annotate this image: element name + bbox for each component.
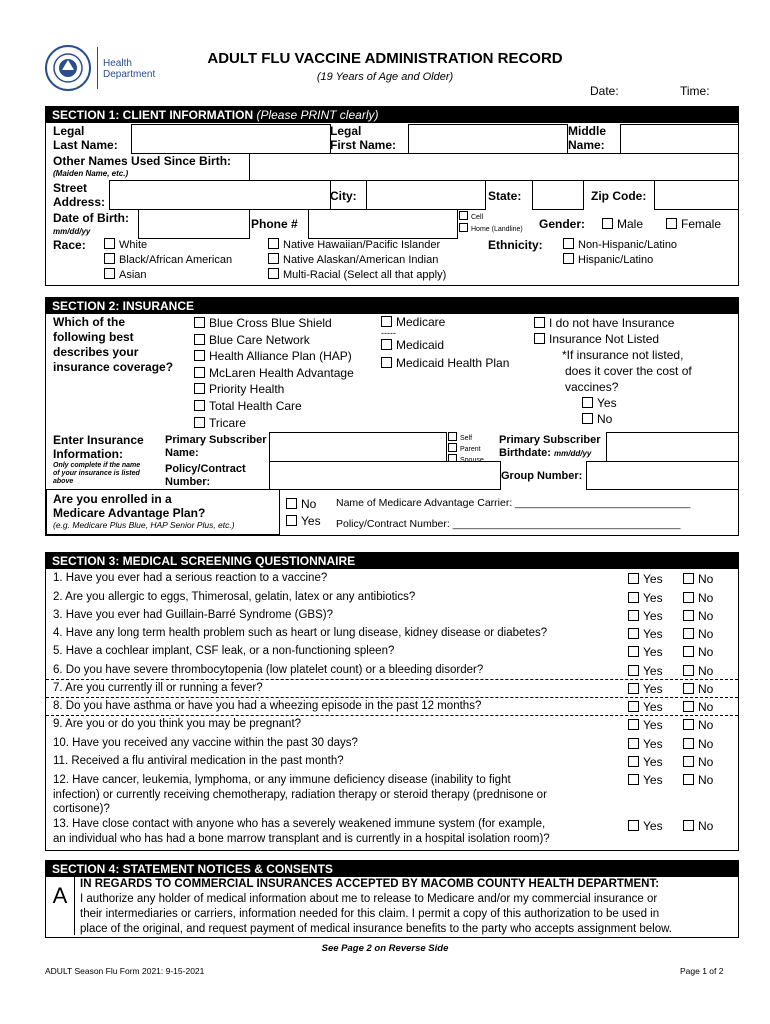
gender-label: Gender: bbox=[539, 217, 586, 231]
q9-yes-checkbox[interactable] bbox=[628, 719, 639, 730]
q12-yes-checkbox[interactable] bbox=[628, 774, 639, 785]
date-label: Date: bbox=[590, 84, 619, 98]
see-page-note: See Page 2 on Reverse Side bbox=[321, 943, 449, 954]
enrolled-no-checkbox[interactable] bbox=[286, 498, 297, 509]
q12-no-checkbox[interactable] bbox=[683, 774, 694, 785]
primary-subscriber-label: Primary Subscriber Name: bbox=[165, 434, 267, 459]
q2-yes[interactable]: Yes bbox=[628, 591, 663, 605]
group-number-label: Group Number: bbox=[501, 470, 583, 482]
q10-yes[interactable]: Yes bbox=[628, 737, 663, 751]
covers-no-checkbox[interactable] bbox=[582, 413, 593, 424]
male-checkbox[interactable] bbox=[602, 218, 613, 229]
form-title: ADULT FLU VACCINE ADMINISTRATION RECORD bbox=[207, 50, 563, 67]
hawaiian-checkbox[interactable] bbox=[268, 238, 279, 249]
which-coverage-label: Which of the following best describes your insurance coverage? bbox=[53, 315, 174, 374]
q10-yes-checkbox[interactable] bbox=[628, 738, 639, 749]
q2-no[interactable]: No bbox=[683, 591, 713, 605]
priority-checkbox[interactable] bbox=[194, 383, 205, 394]
question-6: 6. Do you have severe thrombocytopenia (low platelet count) or a bleeding disorder? bbox=[53, 664, 484, 676]
q5-no-checkbox[interactable] bbox=[683, 646, 694, 657]
not-listed-checkbox[interactable] bbox=[534, 333, 545, 344]
white-checkbox[interactable] bbox=[104, 238, 115, 249]
policy-number-label: Policy/Contract Number: bbox=[165, 463, 246, 488]
cell-checkbox[interactable] bbox=[459, 211, 468, 220]
medicare-options: Medicare ----- Medicaid Medicaid Health Plan bbox=[381, 315, 510, 370]
subscriber-name-field[interactable] bbox=[269, 432, 447, 462]
q6-no-checkbox[interactable] bbox=[683, 665, 694, 676]
dob-field[interactable] bbox=[138, 209, 250, 239]
consent-heading: IN REGARDS TO COMMERCIAL INSURANCES ACCEPTED BY MACOMB COUNTY HEALTH DEPARTMENT: bbox=[80, 878, 660, 890]
race-label: Race: bbox=[53, 238, 86, 252]
plan-options: Blue Cross Blue Shield Blue Care Network Health Alliance Plan (HAP) McLaren Health Advantage Priority Health Total Health Care Tricare bbox=[194, 315, 354, 431]
q6-yes[interactable]: Yes bbox=[628, 664, 663, 678]
tricare-checkbox[interactable] bbox=[194, 417, 205, 428]
alaskan-checkbox[interactable] bbox=[268, 253, 279, 264]
divider bbox=[46, 679, 738, 680]
self-checkbox[interactable] bbox=[448, 432, 457, 441]
street-address-field[interactable] bbox=[109, 180, 331, 210]
street-address-label: Street Address: bbox=[53, 181, 106, 209]
q13-no-checkbox[interactable] bbox=[683, 820, 694, 831]
q13-yes-checkbox[interactable] bbox=[628, 820, 639, 831]
multiracial-checkbox[interactable] bbox=[268, 268, 279, 279]
section-letter: A bbox=[46, 877, 75, 935]
question-2: 2. Are you allergic to eggs, Thimerosal, gelatin, latex or any antibiotics? bbox=[53, 591, 416, 603]
question-7: 7. Are you currently ill or running a fever? bbox=[53, 682, 263, 694]
q13-no[interactable]: No bbox=[683, 819, 713, 833]
hap-checkbox[interactable] bbox=[194, 350, 205, 361]
question-4: 4. Have any long term health problem such as heart or lung disease, kidney disease or diabetes? bbox=[53, 627, 548, 639]
q7-yes[interactable]: Yes bbox=[628, 682, 663, 696]
home-checkbox[interactable] bbox=[459, 223, 468, 232]
group-number-field[interactable] bbox=[586, 461, 739, 490]
other-names-field[interactable] bbox=[249, 153, 739, 181]
carrier-name-line[interactable]: Name of Medicare Advantage Carrier: ______________________________ bbox=[336, 497, 691, 509]
legal-last-label: Legal Last Name: bbox=[53, 124, 118, 152]
q5-yes[interactable]: Yes bbox=[628, 645, 663, 659]
city-label: City: bbox=[330, 189, 357, 203]
q11-yes[interactable]: Yes bbox=[628, 755, 663, 769]
enrolled-yes[interactable]: Yes bbox=[286, 514, 321, 528]
enrolled-example: (e.g. Medicare Plus Blue, HAP Senior Plus, etc.) bbox=[53, 520, 235, 530]
q12-yes[interactable]: Yes bbox=[628, 773, 663, 787]
page-number: Page 1 of 2 bbox=[680, 966, 724, 976]
medicaid-hp-checkbox[interactable] bbox=[381, 357, 392, 368]
phone-field[interactable] bbox=[308, 209, 458, 239]
female-checkbox[interactable] bbox=[666, 218, 677, 229]
enter-insurance-label: Enter Insurance Information: bbox=[53, 433, 144, 461]
divider bbox=[46, 697, 738, 698]
last-name-field[interactable] bbox=[131, 124, 331, 154]
enrolled-yes-checkbox[interactable] bbox=[286, 515, 297, 526]
policy-number-line[interactable]: Policy/Contract Number: _______________________________________ bbox=[336, 518, 681, 530]
legal-first-label: Legal First Name: bbox=[330, 124, 397, 152]
q3-no-checkbox[interactable] bbox=[683, 610, 694, 621]
state-label: State: bbox=[488, 189, 522, 203]
q11-no-checkbox[interactable] bbox=[683, 756, 694, 767]
phone-label: Phone # bbox=[251, 217, 298, 231]
q5-no[interactable]: No bbox=[683, 645, 713, 659]
city-field[interactable] bbox=[366, 180, 486, 210]
q11-no[interactable]: No bbox=[683, 755, 713, 769]
q2-no-checkbox[interactable] bbox=[683, 592, 694, 603]
question-13: 13. Have close contact with anyone who has a severely weakened immune system (for example, an individual who has had a bone marrow transplant and is currently in a hospital isolation room)? bbox=[53, 818, 550, 845]
q13-yes[interactable]: Yes bbox=[628, 819, 663, 833]
middle-name-field[interactable] bbox=[620, 124, 739, 154]
hispanic-checkbox[interactable] bbox=[563, 253, 574, 264]
gender-male[interactable]: Male bbox=[602, 217, 643, 231]
q5-yes-checkbox[interactable] bbox=[628, 646, 639, 657]
ethnicity-label: Ethnicity: bbox=[488, 238, 543, 252]
q6-yes-checkbox[interactable] bbox=[628, 665, 639, 676]
mclaren-checkbox[interactable] bbox=[194, 367, 205, 378]
covers-yes-checkbox[interactable] bbox=[582, 397, 593, 408]
q4-no-checkbox[interactable] bbox=[683, 628, 694, 639]
time-label: Time: bbox=[680, 84, 710, 98]
question-11: 11. Received a flu antiviral medication in the past month? bbox=[53, 755, 344, 767]
enrolled-no[interactable]: No bbox=[286, 497, 316, 511]
bcn-checkbox[interactable] bbox=[194, 334, 205, 345]
form-subtitle: (19 Years of Age and Older) bbox=[316, 71, 454, 83]
q10-no-checkbox[interactable] bbox=[683, 738, 694, 749]
q6-no[interactable]: No bbox=[683, 664, 713, 678]
section-4-heading: SECTION 4: STATEMENT NOTICES & CONSENTS bbox=[46, 861, 738, 877]
q3-yes[interactable]: Yes bbox=[628, 609, 663, 623]
q12-no[interactable]: No bbox=[683, 773, 713, 787]
no-insurance-checkbox[interactable] bbox=[534, 317, 545, 328]
section-2 bbox=[45, 297, 739, 536]
question-9: 9. Are you or do you think you may be pregnant? bbox=[53, 718, 302, 730]
q1-no-checkbox[interactable] bbox=[683, 573, 694, 584]
ethnicity-options: Non-Hispanic/Latino Hispanic/Latino bbox=[563, 238, 677, 268]
q7-no[interactable]: No bbox=[683, 682, 713, 696]
question-3: 3. Have you ever had Guillain-Barré Syndrome (GBS)? bbox=[53, 609, 333, 621]
non-hispanic-checkbox[interactable] bbox=[563, 238, 574, 249]
first-name-field[interactable] bbox=[408, 124, 568, 154]
q10-no[interactable]: No bbox=[683, 737, 713, 751]
thc-checkbox[interactable] bbox=[194, 400, 205, 411]
q3-no[interactable]: No bbox=[683, 609, 713, 623]
maiden-name-note: (Maiden Name, etc.) bbox=[53, 169, 129, 178]
divider bbox=[46, 715, 738, 716]
other-names-label: Other Names Used Since Birth: bbox=[53, 154, 232, 168]
q7-no-checkbox[interactable] bbox=[683, 683, 694, 694]
q3-yes-checkbox[interactable] bbox=[628, 610, 639, 621]
race-options-1: White Black/African American Asian bbox=[104, 238, 232, 283]
section-1 bbox=[45, 106, 739, 286]
state-field[interactable] bbox=[532, 180, 584, 210]
q2-yes-checkbox[interactable] bbox=[628, 592, 639, 603]
section-2-heading: SECTION 2: INSURANCE bbox=[46, 298, 738, 314]
medicaid-checkbox[interactable] bbox=[381, 339, 392, 350]
dob-label: Date of Birth: bbox=[53, 211, 129, 225]
gender-female[interactable]: Female bbox=[666, 217, 721, 231]
relation-options: Self Parent bbox=[448, 432, 484, 465]
zip-field[interactable] bbox=[654, 180, 739, 210]
form-id: ADULT Season Flu Form 2021: 9-15-2021 bbox=[45, 966, 205, 976]
q1-no[interactable]: No bbox=[683, 572, 713, 586]
q4-yes[interactable]: Yes bbox=[628, 627, 663, 641]
phone-type: Cell Home (Landline) bbox=[459, 211, 523, 235]
q4-no[interactable]: No bbox=[683, 627, 713, 641]
question-8: 8. Do you have asthma or have you had a wheezing episode in the past 12 months? bbox=[53, 700, 482, 712]
question-12: 12. Have cancer, leukemia, lymphoma, or any immune deficiency disease (inability to fight infection) or currently receiving chemotherapy, radiation therapy or steroid therapy (prednisone or cortisone)? bbox=[53, 774, 547, 815]
dept-name: Health Department bbox=[103, 58, 156, 80]
q8-yes-checkbox[interactable] bbox=[628, 701, 639, 712]
subscriber-birthdate-field[interactable] bbox=[606, 432, 739, 462]
zip-label: Zip Code: bbox=[591, 189, 647, 203]
bcbs-checkbox[interactable] bbox=[194, 317, 205, 328]
section-3 bbox=[45, 552, 739, 851]
subscriber-birthdate-label: Primary Subscriber Birthdate: mm/dd/yy bbox=[499, 434, 601, 459]
policy-number-field[interactable] bbox=[269, 461, 501, 490]
q9-no[interactable]: No bbox=[683, 718, 713, 732]
section-1-heading: SECTION 1: CLIENT INFORMATION (Please PRINT clearly) bbox=[46, 107, 738, 123]
enrolled-question: Are you enrolled in a Medicare Advantage Plan? bbox=[53, 492, 206, 520]
middle-name-label: Middle Name: bbox=[568, 124, 606, 152]
black-checkbox[interactable] bbox=[104, 253, 115, 264]
no-insurance-options: I do not have Insurance Insurance Not Listed *If insurance not listed, does it cover the cost of vaccines? Yes No bbox=[534, 315, 692, 427]
medicare-checkbox[interactable] bbox=[381, 316, 392, 327]
q8-no-checkbox[interactable] bbox=[683, 701, 694, 712]
parent-checkbox[interactable] bbox=[448, 443, 457, 452]
section-3-heading: SECTION 3: MEDICAL SCREENING QUESTIONNAIRE bbox=[46, 553, 738, 569]
section-4 bbox=[45, 860, 739, 938]
q4-yes-checkbox[interactable] bbox=[628, 628, 639, 639]
question-5: 5. Have a cochlear implant, CSF leak, or a non-functioning spleen? bbox=[53, 645, 395, 657]
q7-yes-checkbox[interactable] bbox=[628, 683, 639, 694]
asian-checkbox[interactable] bbox=[104, 268, 115, 279]
race-options-2: Native Hawaiian/Pacific Islander Native Alaskan/American Indian Multi-Racial (Select all that apply) bbox=[268, 238, 446, 283]
q9-no-checkbox[interactable] bbox=[683, 719, 694, 730]
q9-yes[interactable]: Yes bbox=[628, 718, 663, 732]
question-10: 10. Have you received any vaccine within the past 30 days? bbox=[53, 737, 358, 749]
q8-yes[interactable]: Yes bbox=[628, 700, 663, 714]
q1-yes[interactable]: Yes bbox=[628, 572, 663, 586]
q11-yes-checkbox[interactable] bbox=[628, 756, 639, 767]
q1-yes-checkbox[interactable] bbox=[628, 573, 639, 584]
dob-format: mm/dd/yy bbox=[53, 227, 91, 236]
question-1: 1. Have you ever had a serious reaction to a vaccine? bbox=[53, 572, 328, 584]
consent-body: I authorize any holder of medical information about me to release to Medicare and/or my commercial insurance or their intermediaries or carriers, information needed for this claim. I permit a copy of this authorization to be used in place of the original, and request payment of medical insurance benefits to the party who accepts assignment below. bbox=[80, 893, 672, 935]
q8-no[interactable]: No bbox=[683, 700, 713, 714]
only-complete-note: Only complete if the name of your insurance is listed above bbox=[53, 462, 141, 485]
